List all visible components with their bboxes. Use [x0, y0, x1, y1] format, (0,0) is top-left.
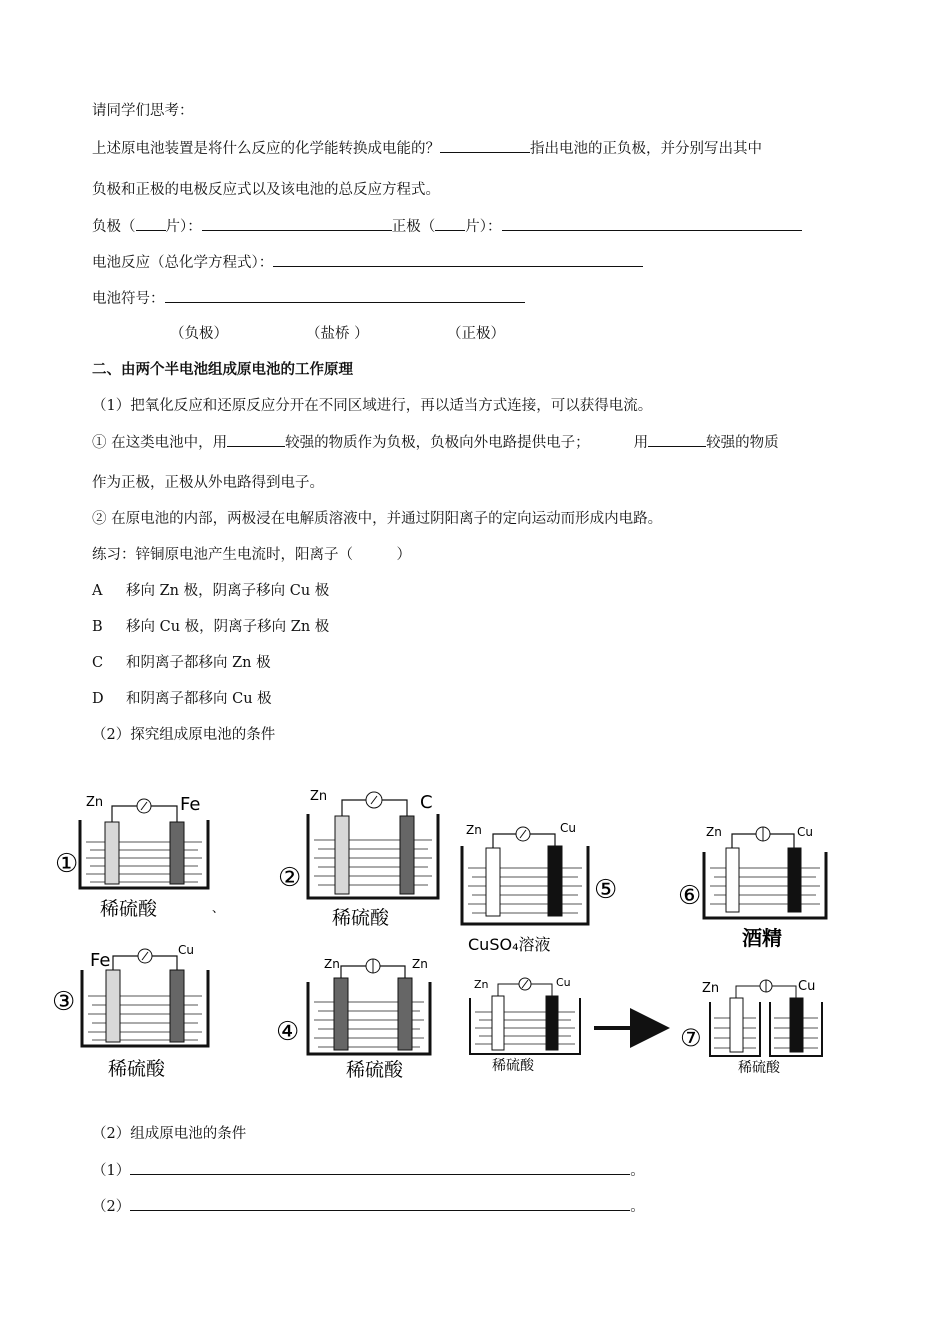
cell-7-before: [470, 976, 580, 1074]
cell-2-solution: 稀硫酸: [332, 907, 390, 929]
cell-4-number: ④: [276, 1017, 300, 1047]
svg-text:、: 、: [212, 901, 225, 915]
cell-4-right-label: Zn: [412, 957, 428, 971]
cell-7-number: ⑦: [680, 1024, 702, 1052]
cell-3-left-label: Fe: [90, 950, 111, 971]
pos-reaction-blank[interactable]: [502, 216, 802, 231]
neg-reaction-blank[interactable]: [202, 216, 392, 231]
question-1: 上述原电池装置是将什么反应的化学能转换成电能的？ 指出电池的正负极，并分别写出其中: [92, 138, 762, 159]
symbol-bridge-label: （盐桥 ）: [306, 326, 369, 342]
section-2-title: 二、由两个半电池组成原电池的工作原理: [92, 362, 353, 378]
cell-5: [462, 821, 617, 954]
neg-plate-blank[interactable]: [136, 216, 166, 231]
question-1-cont: 负极和正极的电极反应式以及该电池的总反应方程式。: [92, 182, 440, 198]
cell-1-number: ①: [55, 849, 79, 879]
cell-2: [278, 789, 438, 929]
cell-7-left-label: Zn: [702, 981, 720, 996]
cell-6-number: ⑥: [678, 881, 702, 911]
cell-3: [52, 943, 208, 1080]
cell-2-right-label: C: [420, 792, 433, 813]
explore-title: （2）探究组成原电池的条件: [92, 727, 276, 743]
think-title: 请同学们思考：: [92, 103, 194, 119]
paragraph-4: ② 在原电池的内部，两极浸在电解质溶液中，并通过阴阳离子的定向运动而形成内电路。: [92, 511, 663, 527]
battery-symbol-blank[interactable]: [165, 288, 525, 303]
oxidizing-blank[interactable]: [648, 432, 706, 447]
reducing-blank[interactable]: [227, 432, 285, 447]
option-a[interactable]: A 移向 Zn 极，阴离子移向 Cu 极: [92, 583, 330, 599]
cell-1-solution: 稀硫酸: [100, 898, 158, 920]
cell-7-right-label: Cu: [798, 979, 816, 994]
option-d[interactable]: D 和阴离子都移向 Cu 极: [92, 691, 272, 707]
cell-2-left-label: Zn: [310, 789, 328, 804]
cell-3-solution: 稀硫酸: [108, 1058, 166, 1080]
cell-5-right-label: Cu: [560, 821, 576, 835]
cell-6: [678, 825, 826, 950]
cell-7-solution: 稀硫酸: [738, 1060, 780, 1076]
paragraph-2: ① 在这类电池中，用 较强的物质作为负极，负极向外电路提供电子； 用 较强的物质: [92, 432, 779, 453]
cell-1-right-label: Fe: [180, 794, 201, 815]
cell-4-solution: 稀硫酸: [346, 1059, 404, 1081]
cell-3-right-label: Cu: [178, 943, 194, 957]
cell-6-solution: 酒精: [742, 926, 782, 950]
cell-5-left-label: Zn: [466, 823, 482, 837]
answer-blank[interactable]: [440, 138, 530, 153]
battery-symbol-line: 电池符号：: [92, 288, 525, 309]
cell-4-left-label: Zn: [324, 957, 340, 971]
cell-7-before-left-label: Zn: [474, 978, 489, 991]
condition-1-blank[interactable]: [130, 1160, 630, 1175]
cell-1: [55, 794, 208, 920]
option-b[interactable]: B 移向 Cu 极，阴离子移向 Zn 极: [92, 619, 330, 635]
cell-7-before-solution: 稀硫酸: [492, 1058, 534, 1074]
cell-3-number: ③: [52, 987, 76, 1017]
paragraph-3: 作为正极，正极从外电路得到电子。: [92, 475, 324, 491]
cell-6-left-label: Zn: [706, 825, 722, 839]
electrode-line: 负极（ 片）： 正极（ 片）：: [92, 216, 802, 237]
option-c[interactable]: C 和阴离子都移向 Zn 极: [92, 655, 271, 671]
paragraph-1: （1）把氧化反应和还原反应分开在不同区域进行，再以适当方式连接，可以获得电流。: [92, 398, 653, 414]
cell-4: [276, 957, 430, 1081]
cell-diagrams-figure: [0, 770, 950, 1100]
cell-6-right-label: Cu: [797, 825, 813, 839]
cell-1-left-label: Zn: [86, 795, 104, 810]
symbol-pos-label: （正极）: [447, 326, 505, 342]
condition-2: （2） 。: [92, 1196, 645, 1217]
pos-plate-blank[interactable]: [435, 216, 465, 231]
condition-2-blank[interactable]: [130, 1196, 630, 1211]
exercise: 练习：锌铜原电池产生电流时，阳离子（ ）: [92, 547, 411, 563]
cell-7: [680, 979, 822, 1076]
conditions-title: （2）组成原电池的条件: [92, 1126, 247, 1142]
battery-reaction-line: 电池反应（总化学方程式）：: [92, 252, 643, 273]
symbol-neg-label: （负极）: [170, 326, 228, 342]
cell-5-number: ⑤: [594, 875, 618, 905]
cell-7-before-right-label: Cu: [556, 976, 571, 989]
battery-reaction-blank[interactable]: [273, 252, 643, 267]
condition-1: （1） 。: [92, 1160, 645, 1181]
cell-5-solution: CuSO₄溶液: [468, 935, 551, 954]
cell-2-number: ②: [278, 863, 302, 893]
